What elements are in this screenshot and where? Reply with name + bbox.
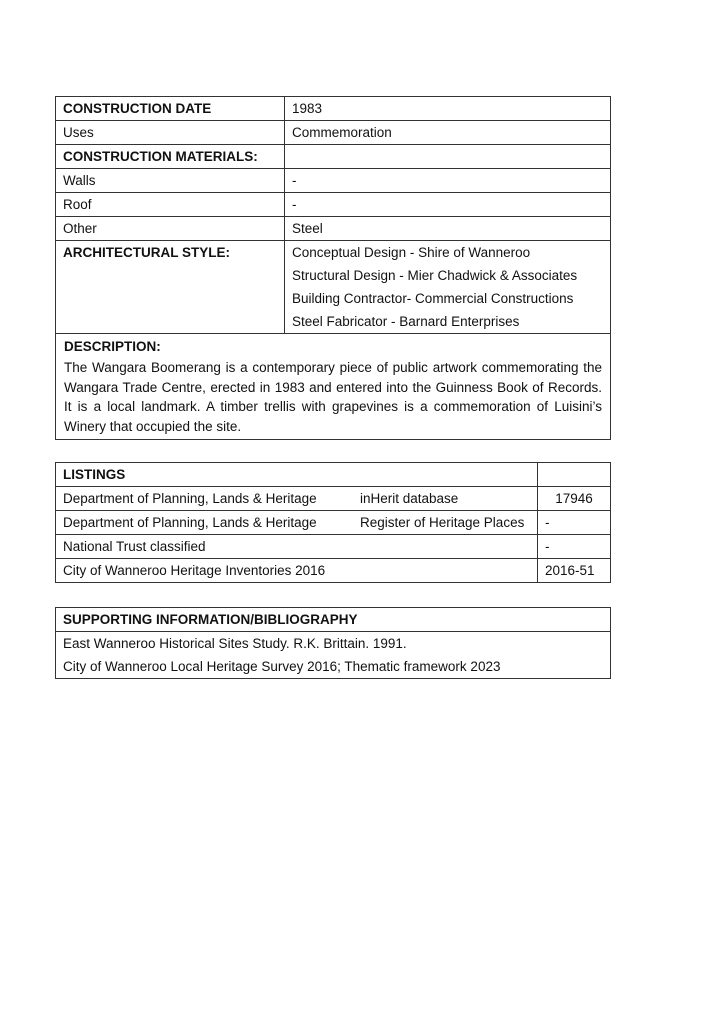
listing-name <box>56 511 538 535</box>
table-row <box>56 511 611 535</box>
listing-value: - <box>538 535 611 559</box>
other-label: Other <box>56 217 285 241</box>
table-row <box>56 334 611 440</box>
architectural-style-label: ARCHITECTURAL STYLE: <box>56 241 285 334</box>
table-row <box>56 535 611 559</box>
table-row <box>56 487 611 511</box>
description-cell <box>56 334 611 440</box>
listings-header-empty <box>538 463 611 487</box>
architectural-style-line: Steel Fabricator - Barnard Enterprises <box>292 314 520 329</box>
bibliography-table <box>55 607 611 679</box>
listing-source: Register of Heritage Places <box>360 515 525 530</box>
uses-value: Commemoration <box>285 121 611 145</box>
architectural-style-line: Building Contractor- Commercial Constructions <box>292 291 574 306</box>
table-row <box>56 632 611 679</box>
listings-table <box>55 462 611 583</box>
listing-source: inHerit database <box>360 491 459 506</box>
architectural-style-line: Conceptual Design - Shire of Wanneroo <box>292 245 531 260</box>
table-row <box>56 241 611 334</box>
table-row <box>56 169 611 193</box>
bibliography-entry: East Wanneroo Historical Sites Study. R.K. Brittain. 1991. <box>63 636 407 651</box>
listing-name: City of Wanneroo Heritage Inventories 2016 <box>56 559 538 583</box>
roof-value: - <box>285 193 611 217</box>
description-text: The Wangara Boomerang is a contemporary piece of public artwork commemorating the Wangara Trade Centre, erected in 1983 and entered into the Guinness Book of Records. It is a local landmark. A timber trellis with grapevines is a commemoration of Luisini’s Winery that occupied the site. <box>64 360 602 434</box>
table-row <box>56 463 611 487</box>
construction-date-value: 1983 <box>285 97 611 121</box>
architectural-style-line: Structural Design - Mier Chadwick & Associates <box>292 268 578 283</box>
bibliography-entry: City of Wanneroo Local Heritage Survey 2016; Thematic framework 2023 <box>63 659 501 674</box>
bibliography-header: SUPPORTING INFORMATION/BIBLIOGRAPHY <box>56 608 611 632</box>
walls-label: Walls <box>56 169 285 193</box>
roof-label: Roof <box>56 193 285 217</box>
construction-materials-label: CONSTRUCTION MATERIALS: <box>56 145 285 169</box>
architectural-style-value <box>285 241 611 334</box>
heritage-details-table <box>55 96 611 440</box>
table-row <box>56 97 611 121</box>
listing-value: 2016-51 <box>538 559 611 583</box>
bibliography-entries <box>56 632 611 679</box>
listing-name <box>56 487 538 511</box>
construction-materials-value <box>285 145 611 169</box>
other-value: Steel <box>285 217 611 241</box>
table-row <box>56 145 611 169</box>
listing-value: - <box>538 511 611 535</box>
listings-header: LISTINGS <box>56 463 538 487</box>
listing-name: National Trust classified <box>56 535 538 559</box>
table-row <box>56 559 611 583</box>
table-row <box>56 608 611 632</box>
table-row <box>56 193 611 217</box>
walls-value: - <box>285 169 611 193</box>
description-label: DESCRIPTION: <box>64 339 161 354</box>
uses-label: Uses <box>56 121 285 145</box>
table-row <box>56 121 611 145</box>
listing-agency: Department of Planning, Lands & Heritage <box>63 515 317 530</box>
table-row <box>56 217 611 241</box>
listing-value: 17946 <box>538 487 611 511</box>
listing-agency: Department of Planning, Lands & Heritage <box>63 491 317 506</box>
construction-date-label: CONSTRUCTION DATE <box>56 97 285 121</box>
